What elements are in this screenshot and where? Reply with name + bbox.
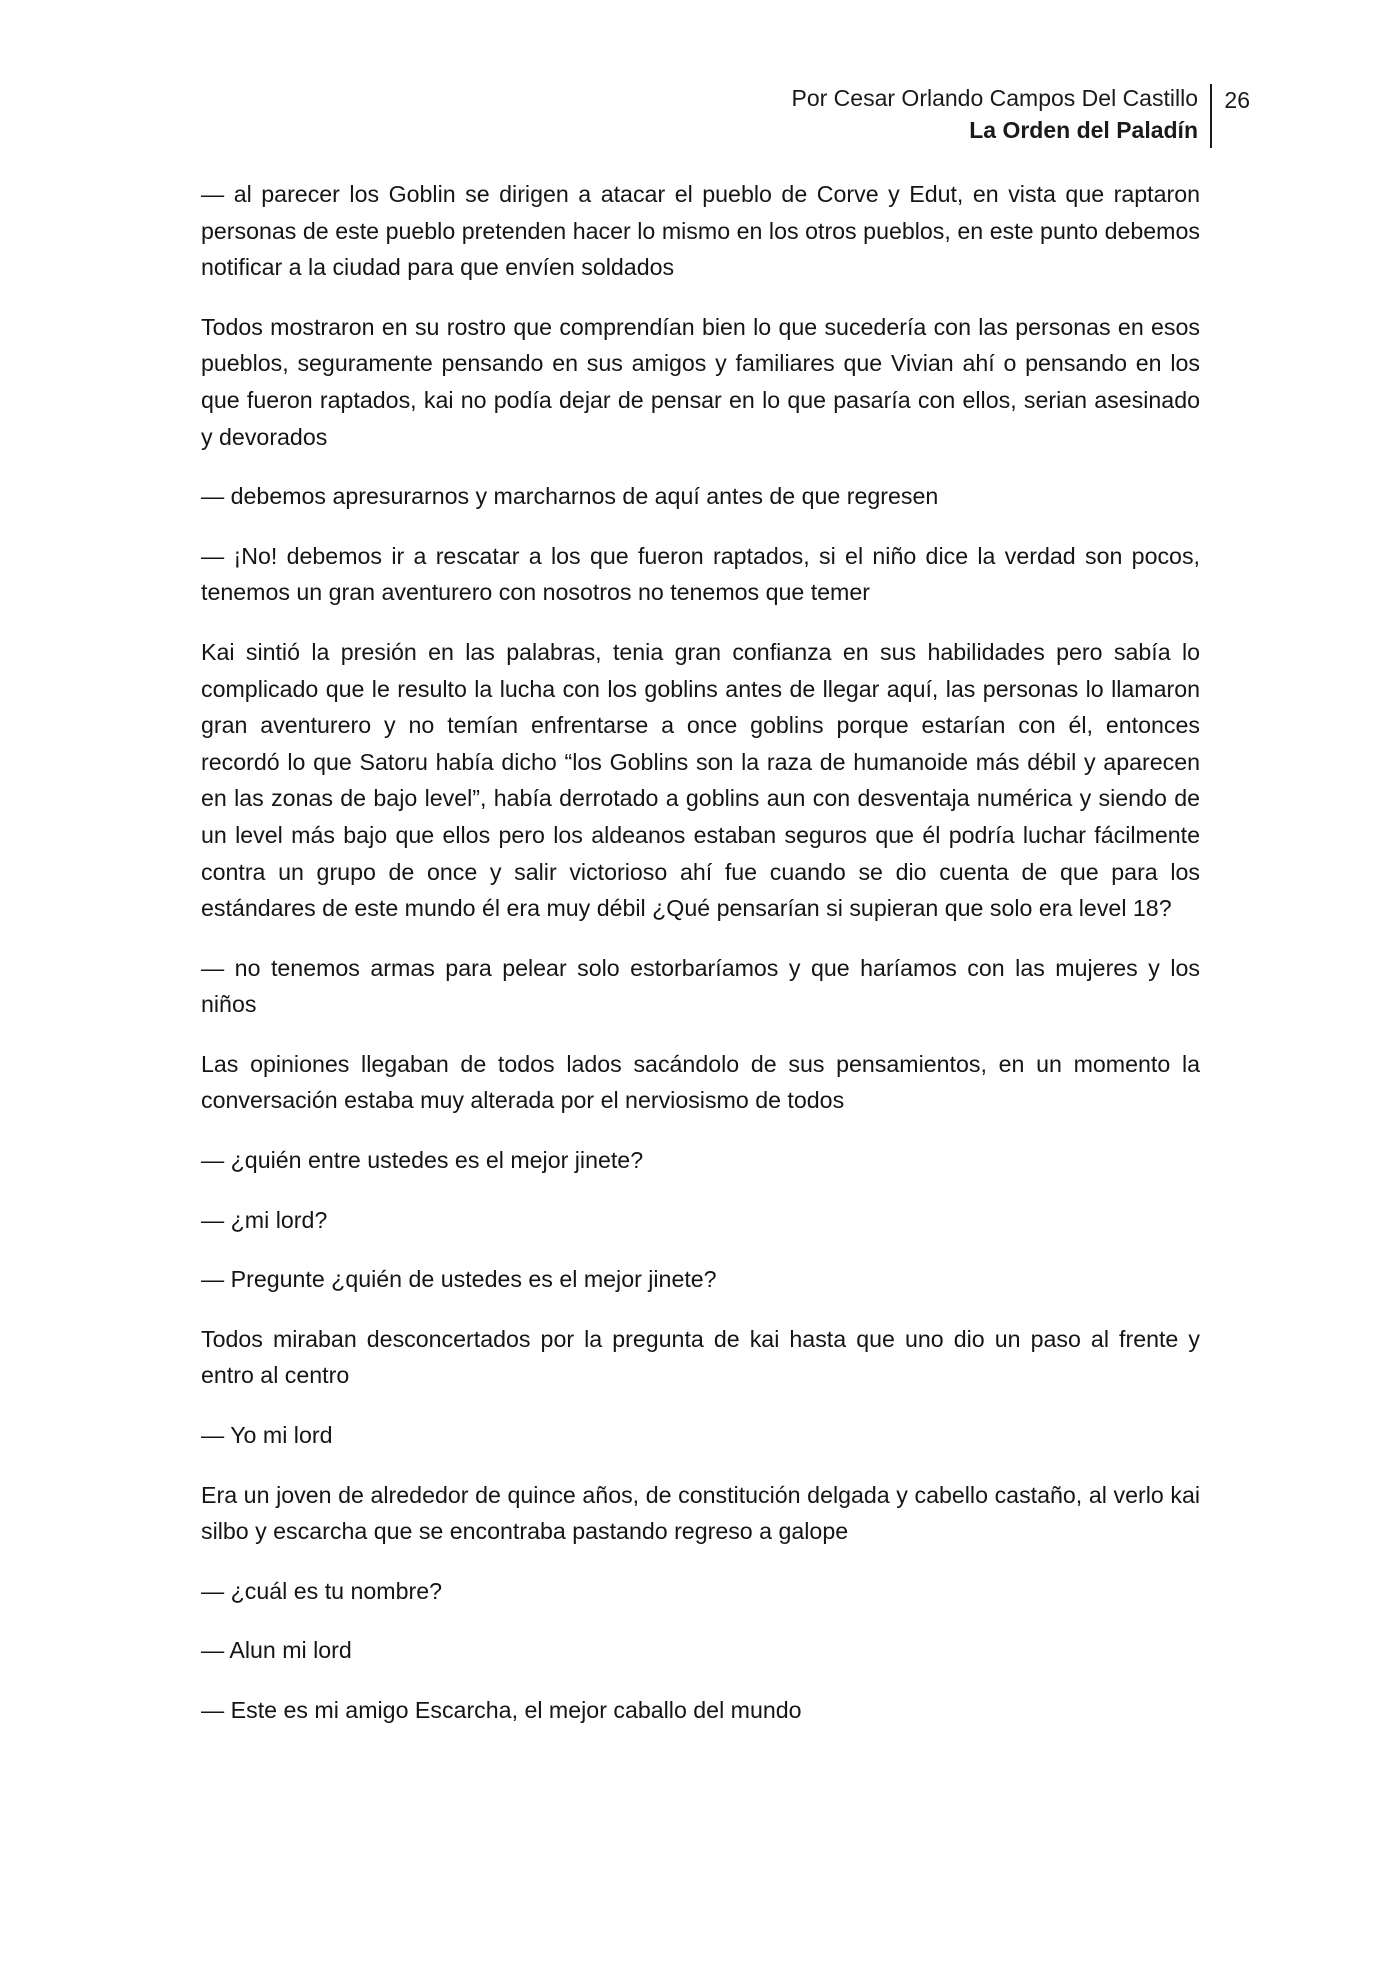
paragraph: Todos mostraron en su rostro que comprendían bien lo que sucedería con las personas en esos pueblos, seguramente pensando en sus amigos y familiares que Vivian ahí o pensando en los que fueron raptados, kai no podía dejar de pensar en lo que pasaría con ellos, serian asesinado y devorados [201,313,1200,450]
paragraph: Todos miraban desconcertados por la pregunta de kai hasta que uno dio un paso al frente y entro al centro [201,1325,1200,1389]
paragraph: — ¡No! debemos ir a rescatar a los que fueron raptados, si el niño dice la verdad son pocos, tenemos un gran aventurero con nosotros no tenemos que temer [201,542,1200,606]
header-author: Por Cesar Orlando Campos Del Castillo [791,85,1198,111]
paragraph: — Alun mi lord [201,1637,352,1664]
paragraph: — no tenemos armas para pelear solo estorbaríamos y que haríamos con las mujeres y los niños [201,954,1200,1018]
paragraph: — ¿quién entre ustedes es el mejor jinete? [201,1147,644,1174]
paragraph: Era un joven de alrededor de quince años, de constitución delgada y cabello castaño, al verlo kai silbo y escarcha que se encontraba pastando regreso a galope [201,1481,1200,1545]
paragraph: — debemos apresurarnos y marcharnos de aquí antes de que regresen [201,483,939,510]
header-divider [1210,84,1212,148]
paragraph: — ¿mi lord? [201,1206,328,1233]
paragraph: — al parecer los Goblin se dirigen a atacar el pueblo de Corve y Edut, en vista que raptaron personas de este pueblo pretenden hacer lo mismo en los otros pueblos, en este punto debemos notificar a la ciudad para que envíen soldados [201,181,1200,281]
paragraph: Las opiniones llegaban de todos lados sacándolo de sus pensamientos, en un momento la conversación estaba muy alterada por el nerviosismo de todos [201,1050,1200,1114]
paragraph: — ¿cuál es tu nombre? [201,1577,443,1604]
paragraph: — Yo mi lord [201,1422,333,1449]
paragraph: — Pregunte ¿quién de ustedes es el mejor jinete? [201,1266,717,1293]
page-number: 26 [1224,87,1250,113]
header-text-block [792,82,1211,148]
paragraph: Kai sintió la presión en las palabras, tenia gran confianza en sus habilidades pero sabía lo complicado que le resulto la lucha con los goblins antes de llegar aquí, las personas lo llamaron gran aventurero y no temían enfrentarse a once goblins porque estarían con él, entonces recordó lo que Satoru había dicho “los Goblins son la raza de humanoide más débil y aparecen en las zonas de bajo level”, había derrotado a goblins aun con desventaja numérica y siendo de un level más bajo que ellos pero los aldeanos estaban seguros que él podría luchar fácilmente contra un grupo de once y salir victorioso ahí fue cuando se dio cuenta de que para los estándares de este mundo él era muy débil ¿Qué pensarían si supieran que solo era level 18? [201,638,1200,922]
page-body [201,176,1200,1752]
page-header [792,82,1213,148]
header-book-title: La Orden del Paladín [969,117,1198,143]
paragraph: — Este es mi amigo Escarcha, el mejor caballo del mundo [201,1697,802,1723]
